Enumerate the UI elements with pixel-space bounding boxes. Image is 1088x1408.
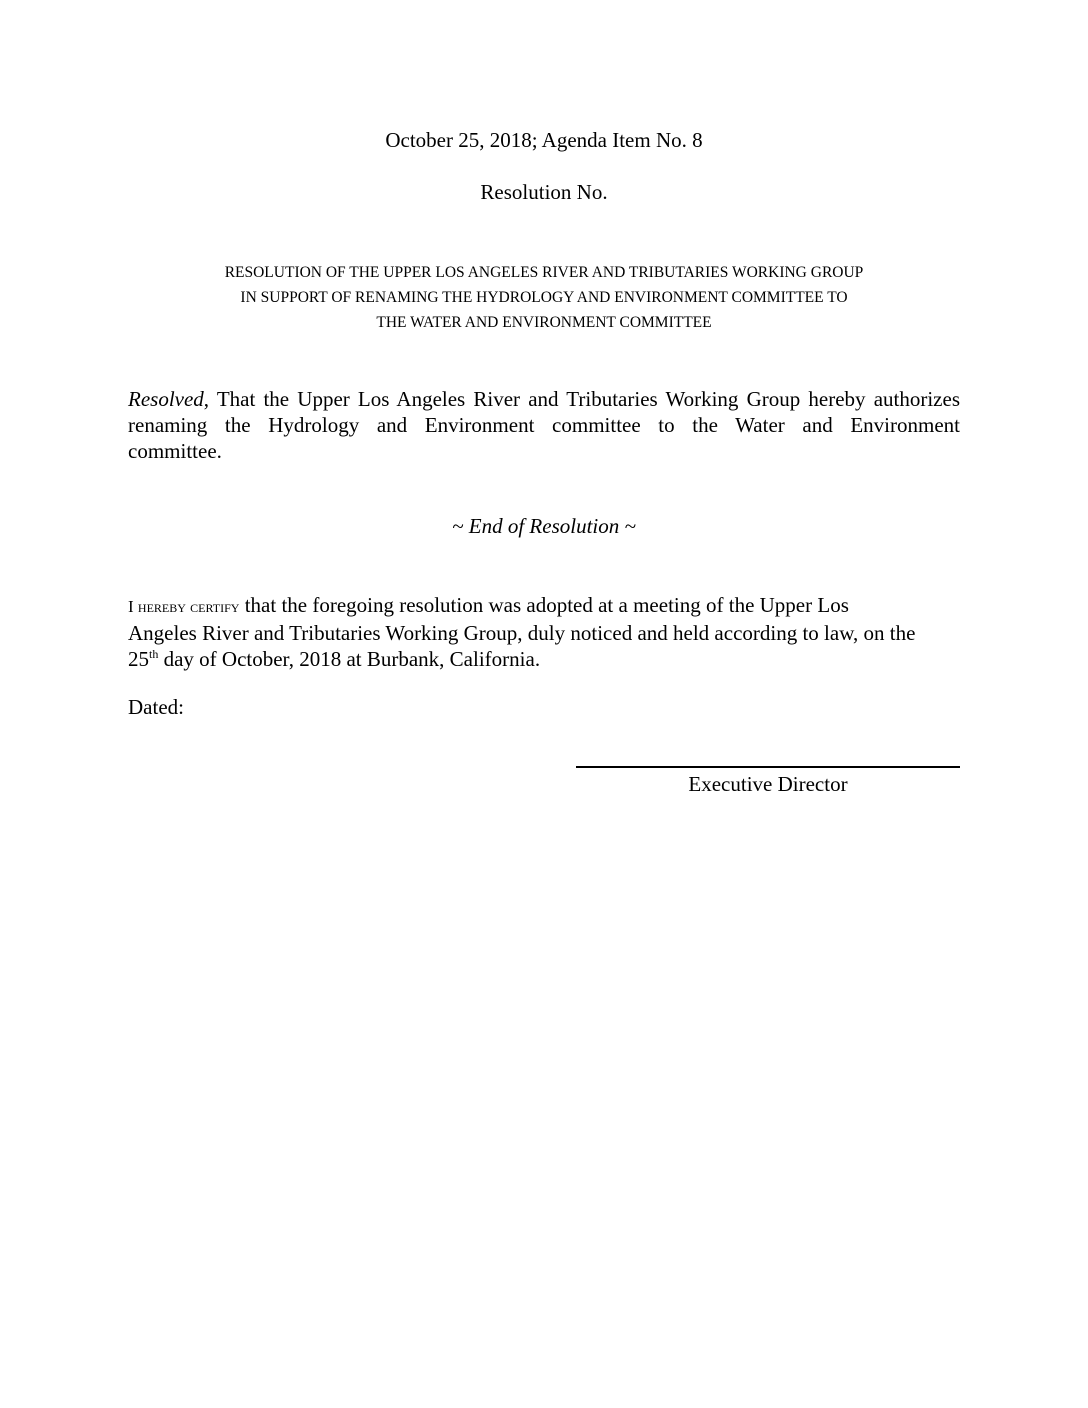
resolved-line-1-rest: , That the Upper Los Angeles River and Tributaries Working Group hereby authorizes — [203, 387, 960, 411]
resolution-title — [128, 260, 960, 335]
certify-line-3 — [128, 646, 960, 672]
title-line-3: THE WATER AND ENVIRONMENT COMMITTEE — [376, 314, 712, 331]
resolved-line-2: renaming the Hydrology and Environment committee to the Water and Environment — [128, 413, 960, 437]
certify-line-1-rest: that the foregoing resolution was adopted at a meeting of the Upper Los — [239, 593, 849, 617]
dated-label: Dated: — [128, 695, 184, 719]
certify-day-number: 25 — [128, 647, 149, 671]
end-of-resolution: ~ End of Resolution ~ — [452, 514, 636, 538]
resolution-number: Resolution No. — [480, 180, 608, 204]
certification-paragraph — [128, 592, 960, 672]
resolved-lead: Resolved — [128, 387, 204, 411]
certify-lead: I hereby certify — [128, 597, 240, 616]
certify-line-1 — [128, 592, 960, 620]
resolved-paragraph — [128, 386, 960, 464]
agenda-line: October 25, 2018; Agenda Item No. 8 — [385, 128, 703, 152]
title-line-2: IN SUPPORT OF RENAMING THE HYDROLOGY AND ENVIRONMENT COMMITTEE TO — [240, 289, 848, 306]
signature-line — [576, 766, 960, 768]
resolved-line-1 — [128, 386, 960, 412]
title-line-1: RESOLUTION OF THE UPPER LOS ANGELES RIVER AND TRIBUTARIES WORKING GROUP — [224, 264, 864, 281]
certify-line-3-rest: day of October, 2018 at Burbank, California. — [158, 647, 541, 671]
certify-line-2: Angeles River and Tributaries Working Group, duly noticed and held according to law, on the — [128, 621, 916, 645]
signature-title: Executive Director — [688, 772, 848, 796]
resolved-line-3: committee. — [128, 439, 222, 463]
certify-day-suffix: th — [149, 647, 159, 661]
